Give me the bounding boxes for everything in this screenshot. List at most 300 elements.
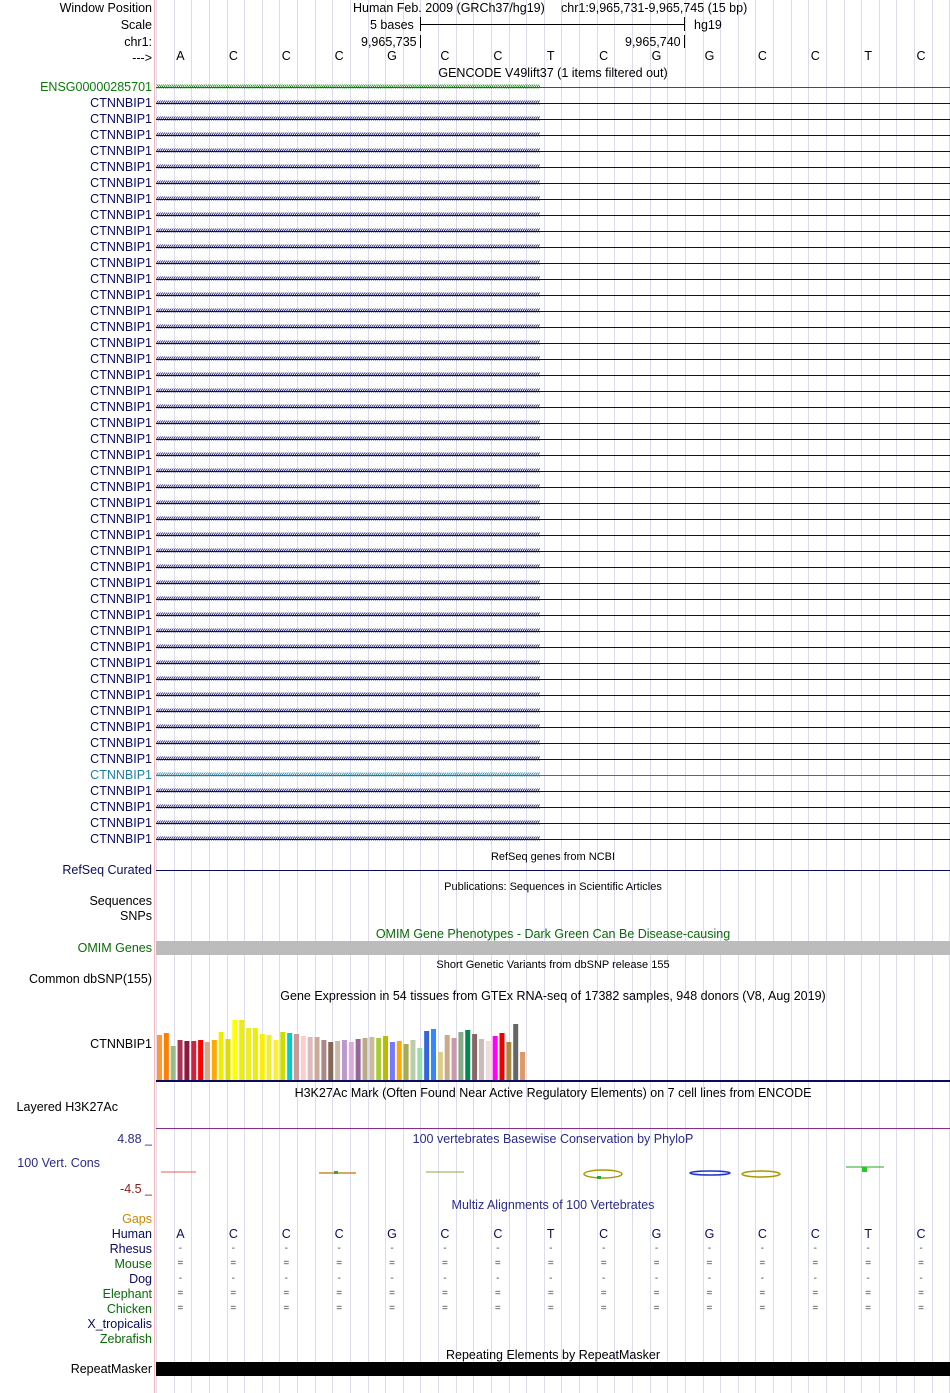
gtex-tissue-bar[interactable] <box>500 1033 505 1080</box>
multiz-cell: = <box>442 1303 448 1314</box>
multiz-cell: - <box>390 1243 394 1254</box>
h3k27ac-label[interactable]: Layered H3K27Ac <box>16 1100 118 1114</box>
multiz-cell: C <box>281 1227 291 1241</box>
gencode-item-label[interactable]: CTNNBIP1 <box>90 832 152 846</box>
phylop-mark-6 <box>742 1171 780 1177</box>
gencode-item-label[interactable]: CTNNBIP1 <box>90 592 152 606</box>
multiz-cell: = <box>865 1258 872 1269</box>
gtex-tissue-bar[interactable] <box>308 1037 313 1080</box>
gencode-item-track[interactable] <box>156 608 950 622</box>
gtex-tissue-bar[interactable] <box>171 1046 176 1080</box>
gencode-track-title[interactable]: GENCODE V49lift37 (1 items filtered out) <box>438 66 668 80</box>
gencode-item-track[interactable] <box>156 288 950 302</box>
multiz-species-label[interactable]: Dog <box>129 1272 152 1286</box>
gtex-tissue-bar[interactable] <box>493 1036 498 1080</box>
multiz-species-label[interactable]: Mouse <box>114 1257 152 1271</box>
multiz-cell: = <box>653 1258 660 1269</box>
gtex-tissue-bar[interactable] <box>178 1040 183 1080</box>
multiz-cell: = <box>759 1288 766 1299</box>
gencode-item-label[interactable]: CTNNBIP1 <box>90 816 152 830</box>
multiz-species-label[interactable]: X_tropicalis <box>87 1317 152 1331</box>
multiz-cell: G <box>651 1227 662 1241</box>
gencode-item-track[interactable] <box>156 176 950 190</box>
strand-label: ---> <box>132 51 152 65</box>
gencode-item-track[interactable] <box>156 640 950 654</box>
gtex-tissue-bar[interactable] <box>479 1039 484 1080</box>
gencode-item-track[interactable] <box>156 512 950 526</box>
multiz-cell: - <box>654 1273 659 1284</box>
phylop-mark-4b <box>597 1176 601 1179</box>
base-letter: C <box>916 49 926 63</box>
phylop-max-label: 4.88 _ <box>117 1132 152 1146</box>
multiz-cell: - <box>866 1243 870 1254</box>
gencode-item-label[interactable]: CTNNBIP1 <box>90 208 152 222</box>
multiz-cell: - <box>866 1273 870 1284</box>
gencode-item-label[interactable]: CTNNBIP1 <box>90 144 152 158</box>
gencode-item-track[interactable] <box>156 160 950 174</box>
gencode-item-track[interactable] <box>156 448 950 462</box>
multiz-cell: - <box>813 1243 817 1254</box>
multiz-cell: = <box>442 1258 448 1269</box>
base-letter: C <box>599 49 609 63</box>
refseq-line[interactable] <box>156 870 950 871</box>
gencode-item-label[interactable]: CTNNBIP1 <box>90 624 152 638</box>
gtex-tissue-bar[interactable] <box>219 1032 224 1080</box>
base-letter: C <box>281 49 291 63</box>
base-letter: G <box>387 49 397 63</box>
multiz-cell: - <box>178 1243 183 1254</box>
gtex-tissue-bar[interactable] <box>191 1041 196 1080</box>
repeatmasker-label[interactable]: RepeatMasker <box>70 1362 152 1376</box>
gtex-label[interactable]: CTNNBIP1 <box>90 1037 152 1051</box>
multiz-cell: = <box>177 1288 184 1299</box>
gencode-item-label[interactable]: CTNNBIP1 <box>90 128 152 142</box>
base-letter: A <box>176 49 185 63</box>
gtex-tissue-bar[interactable] <box>452 1038 457 1080</box>
multiz-cell: = <box>494 1303 501 1314</box>
multiz-cell: - <box>231 1273 236 1284</box>
gtex-tissue-bar[interactable] <box>438 1052 443 1080</box>
scale-text: 5 bases <box>370 18 414 32</box>
multiz-cell: = <box>283 1288 290 1299</box>
gencode-item-track[interactable] <box>156 560 950 574</box>
scale-bar-right-tick <box>684 17 685 31</box>
base-letter: G <box>704 49 715 63</box>
multiz-cell: = <box>494 1258 501 1269</box>
gencode-item-label[interactable]: CTNNBIP1 <box>90 544 152 558</box>
scale-bar-left-tick <box>420 17 421 31</box>
phylop-track-title[interactable]: 100 vertebrates Basewise Conservation by PhyloP <box>412 1132 694 1146</box>
gencode-item-track[interactable] <box>156 208 950 222</box>
gencode-item-label[interactable]: ENSG00000285701 <box>40 80 152 94</box>
gencode-item-label[interactable]: CTNNBIP1 <box>90 768 152 782</box>
multiz-cell: G <box>704 1227 715 1241</box>
gtex-tissue-bar[interactable] <box>383 1036 388 1080</box>
multiz-cell: = <box>389 1303 395 1314</box>
gencode-item-track[interactable] <box>156 432 950 446</box>
gencode-item-label[interactable]: CTNNBIP1 <box>90 784 152 798</box>
gencode-item-track[interactable] <box>156 720 950 734</box>
gencode-item-track[interactable] <box>156 832 950 846</box>
gencode-item-track[interactable] <box>156 384 950 398</box>
publications-track-title[interactable]: Publications: Sequences in Scientific Articles <box>444 881 662 893</box>
gencode-item-label[interactable]: CTNNBIP1 <box>90 608 152 622</box>
multiz-cell: = <box>812 1303 819 1314</box>
gtex-tissue-bar[interactable] <box>205 1042 210 1080</box>
multiz-cell: = <box>865 1303 872 1314</box>
gtex-tissue-bar[interactable] <box>328 1042 333 1080</box>
window-position-label: Window Position <box>59 1 152 15</box>
gencode-item-label[interactable]: CTNNBIP1 <box>90 320 152 334</box>
multiz-cell: = <box>336 1303 343 1314</box>
gencode-item-track[interactable] <box>156 816 950 830</box>
gtex-bar-chart[interactable] <box>156 1000 950 1084</box>
multiz-cell: - <box>707 1273 712 1284</box>
multiz-cell: = <box>653 1303 660 1314</box>
multiz-cell: = <box>494 1288 501 1299</box>
gencode-item-label[interactable]: CTNNBIP1 <box>90 720 152 734</box>
gtex-tissue-bar[interactable] <box>301 1036 306 1080</box>
multiz-species-label[interactable]: Elephant <box>102 1287 152 1301</box>
gtex-tissue-bar[interactable] <box>253 1028 258 1080</box>
scale-bar <box>420 24 684 25</box>
gencode-item-track[interactable] <box>156 304 950 318</box>
gtex-tissue-bar[interactable] <box>390 1042 395 1080</box>
phylop-label[interactable]: 100 Vert. Cons <box>17 1156 100 1170</box>
gencode-item-track[interactable] <box>156 624 950 638</box>
assembly-text: Human Feb. 2009 (GRCh37/hg19) <box>353 1 545 15</box>
phylop-min-label: -4.5 _ <box>120 1182 152 1196</box>
multiz-cell: - <box>337 1243 341 1254</box>
multiz-cell: = <box>706 1303 713 1314</box>
gencode-item-track[interactable] <box>156 368 950 382</box>
refseq-track-title[interactable]: RefSeq genes from NCBI <box>490 851 616 863</box>
gencode-item-label[interactable]: CTNNBIP1 <box>90 336 152 350</box>
dbsnp-track-title[interactable]: Short Genetic Variants from dbSNP release 155 <box>436 959 670 971</box>
gtex-tissue-bar[interactable] <box>294 1034 299 1080</box>
gtex-tissue-bar[interactable] <box>513 1024 518 1080</box>
multiz-cell: T <box>864 1227 872 1241</box>
multiz-cell: = <box>177 1258 184 1269</box>
gencode-item-label[interactable]: CTNNBIP1 <box>90 688 152 702</box>
gencode-item-track[interactable] <box>156 272 950 286</box>
multiz-cell: - <box>496 1273 500 1284</box>
multiz-cell: - <box>443 1273 447 1284</box>
multiz-cell: - <box>284 1273 288 1284</box>
multiz-cell: = <box>918 1303 924 1314</box>
gencode-item-track[interactable] <box>156 256 950 270</box>
gencode-item-label[interactable]: CTNNBIP1 <box>90 288 152 302</box>
gencode-item-track[interactable] <box>156 144 950 158</box>
gtex-tissue-bar[interactable] <box>287 1033 292 1080</box>
base-letter: C <box>334 49 344 63</box>
gencode-item-label[interactable]: CTNNBIP1 <box>90 112 152 126</box>
gencode-item-track[interactable] <box>156 496 950 510</box>
multiz-cell: C <box>334 1227 344 1241</box>
multiz-cell: = <box>442 1288 448 1299</box>
gencode-item-label[interactable]: CTNNBIP1 <box>90 752 152 766</box>
multiz-cell: - <box>601 1273 606 1284</box>
gtex-tissue-bar[interactable] <box>431 1029 436 1080</box>
coord-right-tick <box>684 35 685 48</box>
gencode-item-track[interactable] <box>156 592 950 606</box>
gencode-item-label[interactable]: CTNNBIP1 <box>90 400 152 414</box>
base-letter: C <box>493 49 503 63</box>
omim-bar[interactable] <box>156 941 950 955</box>
multiz-cell: = <box>547 1258 554 1269</box>
gtex-tissue-bar[interactable] <box>198 1040 203 1080</box>
gtex-tissue-bar[interactable] <box>260 1034 265 1080</box>
omim-track-title[interactable]: OMIM Gene Phenotypes - Dark Green Can Be Disease-causing <box>375 927 731 941</box>
gtex-tissue-bar[interactable] <box>424 1031 429 1080</box>
repeatmasker-track-title[interactable]: Repeating Elements by RepeatMasker <box>445 1348 660 1362</box>
gtex-tissue-bar[interactable] <box>397 1041 402 1080</box>
gencode-item-track[interactable] <box>156 784 950 798</box>
multiz-track-title[interactable]: Multiz Alignments of 100 Vertebrates <box>451 1198 655 1212</box>
multiz-cell: = <box>706 1288 713 1299</box>
multiz-cell: - <box>284 1243 288 1254</box>
gtex-tissue-bar[interactable] <box>486 1041 491 1080</box>
multiz-cell: = <box>759 1303 766 1314</box>
multiz-cell: = <box>759 1258 766 1269</box>
multiz-cell: = <box>600 1288 607 1299</box>
snps-label[interactable]: SNPs <box>120 909 152 923</box>
gencode-item-track[interactable] <box>156 320 950 334</box>
gencode-item-track[interactable] <box>156 704 950 718</box>
gtex-tissue-bar[interactable] <box>315 1037 320 1080</box>
base-letter: G <box>651 49 662 63</box>
gencode-item-track[interactable] <box>156 736 950 750</box>
gencode-item-label[interactable]: CTNNBIP1 <box>90 368 152 382</box>
multiz-cell: = <box>600 1258 607 1269</box>
gtex-tissue-bar[interactable] <box>335 1041 340 1080</box>
multiz-cell: = <box>230 1303 237 1314</box>
multiz-cell: = <box>283 1303 290 1314</box>
gtex-tissue-bar[interactable] <box>363 1038 368 1080</box>
gencode-item-label[interactable]: CTNNBIP1 <box>90 256 152 270</box>
label-divider <box>154 0 155 1393</box>
gtex-tissue-bar[interactable] <box>226 1039 231 1080</box>
gtex-tissue-bar[interactable] <box>349 1042 354 1080</box>
gencode-item-track[interactable] <box>156 688 950 702</box>
gtex-tissue-bar[interactable] <box>369 1037 374 1080</box>
db-text: hg19 <box>694 18 722 32</box>
multiz-species-label[interactable]: Human <box>111 1227 152 1241</box>
gencode-item-track[interactable] <box>156 400 950 414</box>
coord-left-tick <box>420 35 421 48</box>
dbsnp-label[interactable]: Common dbSNP(155) <box>29 972 152 986</box>
multiz-cell: - <box>654 1243 659 1254</box>
gencode-item-track[interactable] <box>156 752 950 766</box>
gtex-tissue-bar[interactable] <box>417 1048 422 1080</box>
gtex-tissue-bar[interactable] <box>472 1034 477 1080</box>
gencode-item-track[interactable] <box>156 352 950 366</box>
multiz-cell: C <box>228 1227 238 1241</box>
gtex-track-title[interactable]: Gene Expression in 54 tissues from GTEx RNA-seq of 17382 samples, 948 donors (V8, Aug 2019) <box>280 989 826 1003</box>
gtex-tissue-bar[interactable] <box>246 1028 251 1080</box>
multiz-cell: - <box>707 1243 712 1254</box>
gencode-item-label[interactable]: CTNNBIP1 <box>90 576 152 590</box>
gencode-item-track[interactable] <box>156 224 950 238</box>
gencode-item-label[interactable]: CTNNBIP1 <box>90 512 152 526</box>
gtex-tissue-bar[interactable] <box>506 1042 511 1080</box>
multiz-cell: = <box>918 1288 924 1299</box>
gencode-item-track[interactable] <box>156 96 950 110</box>
base-letter: T <box>864 49 872 63</box>
gencode-item-track[interactable] <box>156 480 950 494</box>
multiz-cell: C <box>440 1227 450 1241</box>
gencode-item-label[interactable]: CTNNBIP1 <box>90 704 152 718</box>
gencode-item-label[interactable]: CTNNBIP1 <box>90 736 152 750</box>
gtex-tissue-bar[interactable] <box>445 1035 450 1080</box>
gtex-tissue-bar[interactable] <box>280 1032 285 1080</box>
multiz-cell: - <box>919 1273 923 1284</box>
gencode-item-track[interactable] <box>156 544 950 558</box>
gencode-item-label[interactable]: CTNNBIP1 <box>90 176 152 190</box>
gencode-item-label[interactable]: CTNNBIP1 <box>90 496 152 510</box>
coord-right: 9,965,740 <box>625 35 681 49</box>
repeatmasker-bar[interactable] <box>156 1362 950 1376</box>
gencode-item-track[interactable] <box>156 464 950 478</box>
multiz-cell: = <box>230 1288 237 1299</box>
gencode-item-track[interactable] <box>156 192 950 206</box>
phylop-signal[interactable] <box>156 1160 950 1186</box>
multiz-cell: - <box>549 1273 553 1284</box>
phylop-mark-4 <box>584 1170 622 1178</box>
gtex-tissue-bar[interactable] <box>212 1040 217 1080</box>
gencode-item-track[interactable] <box>156 112 950 126</box>
gtex-tissue-bar[interactable] <box>520 1052 525 1080</box>
multiz-cell: - <box>231 1243 236 1254</box>
gencode-item-track[interactable] <box>156 240 950 254</box>
phylop-mark-2b <box>334 1171 338 1174</box>
gencode-item-label[interactable]: CTNNBIP1 <box>90 432 152 446</box>
gtex-tissue-bar[interactable] <box>410 1040 415 1080</box>
gencode-item-track[interactable] <box>156 80 950 94</box>
gencode-item-label[interactable]: CTNNBIP1 <box>90 672 152 686</box>
gencode-item-label[interactable]: CTNNBIP1 <box>90 560 152 574</box>
base-letter: C <box>757 49 767 63</box>
multiz-cell: = <box>600 1303 607 1314</box>
multiz-cell: = <box>653 1288 660 1299</box>
multiz-species-label[interactable]: Chicken <box>106 1302 152 1316</box>
gencode-item-track[interactable] <box>156 128 950 142</box>
gtex-tissue-bar[interactable] <box>404 1044 409 1080</box>
gencode-item-label[interactable]: CTNNBIP1 <box>90 272 152 286</box>
multiz-cell: C <box>916 1227 926 1241</box>
gtex-tissue-bar[interactable] <box>342 1040 347 1080</box>
omim-label[interactable]: OMIM Genes <box>77 941 152 955</box>
multiz-cell: = <box>336 1258 343 1269</box>
gaps-label[interactable]: Gaps <box>122 1212 152 1226</box>
base-letter: C <box>440 49 450 63</box>
multiz-cell: - <box>813 1273 817 1284</box>
multiz-cell: = <box>547 1303 554 1314</box>
gencode-item-track[interactable] <box>156 800 950 814</box>
gencode-item-label[interactable]: CTNNBIP1 <box>90 448 152 462</box>
gencode-item-label[interactable]: CTNNBIP1 <box>90 304 152 318</box>
gencode-item-label[interactable]: CTNNBIP1 <box>90 352 152 366</box>
gtex-tissue-bar[interactable] <box>232 1020 237 1080</box>
gencode-item-label[interactable]: CTNNBIP1 <box>90 160 152 174</box>
gtex-tissue-bar[interactable] <box>157 1035 162 1080</box>
gencode-item-label[interactable]: CTNNBIP1 <box>90 480 152 494</box>
gtex-tissue-bar[interactable] <box>273 1040 278 1080</box>
gencode-item-label[interactable]: CTNNBIP1 <box>90 464 152 478</box>
gencode-item-track[interactable] <box>156 672 950 686</box>
multiz-cell: T <box>546 1227 555 1241</box>
multiz-cell: = <box>283 1258 290 1269</box>
multiz-cell: - <box>337 1273 341 1284</box>
gencode-item-track[interactable] <box>156 768 950 782</box>
position-text: chr1:9,965,731-9,965,745 (15 bp) <box>561 1 748 15</box>
sequences-label[interactable]: Sequences <box>89 894 152 908</box>
multiz-cell: - <box>443 1243 447 1254</box>
gencode-item-label[interactable]: CTNNBIP1 <box>90 800 152 814</box>
multiz-cell: = <box>812 1288 819 1299</box>
gtex-tissue-bar[interactable] <box>184 1041 189 1080</box>
multiz-cell: - <box>496 1243 500 1254</box>
gencode-item-label[interactable]: CTNNBIP1 <box>90 640 152 654</box>
gencode-item-label[interactable]: CTNNBIP1 <box>90 416 152 430</box>
gencode-item-track[interactable] <box>156 416 950 430</box>
h3k27ac-line <box>156 1128 950 1129</box>
base-letter: T <box>546 49 555 63</box>
multiz-cell: C <box>493 1227 503 1241</box>
multiz-cell: = <box>547 1288 554 1299</box>
multiz-cell: - <box>919 1243 923 1254</box>
base-letter: C <box>228 49 238 63</box>
gtex-tissue-bar[interactable] <box>356 1039 361 1080</box>
phylop-mark-7b <box>862 1167 867 1172</box>
multiz-cell: G <box>387 1227 397 1241</box>
gencode-item-track[interactable] <box>156 528 950 542</box>
h3k27ac-track-title[interactable]: H3K27Ac Mark (Often Found Near Active Regulatory Elements) on 7 cell lines from ENCODE <box>294 1086 812 1100</box>
gtex-tissue-bar[interactable] <box>465 1030 470 1080</box>
multiz-cell: = <box>230 1258 237 1269</box>
multiz-cell: - <box>390 1273 394 1284</box>
gencode-item-label[interactable]: CTNNBIP1 <box>90 224 152 238</box>
base-letter: C <box>810 49 820 63</box>
gencode-item-label[interactable]: CTNNBIP1 <box>90 528 152 542</box>
gencode-item-track[interactable] <box>156 576 950 590</box>
gencode-item-track[interactable] <box>156 656 950 670</box>
multiz-cell: = <box>336 1288 343 1299</box>
refseq-label[interactable]: RefSeq Curated <box>62 863 152 877</box>
gtex-tissue-bar[interactable] <box>376 1038 381 1080</box>
gencode-item-label[interactable]: CTNNBIP1 <box>90 384 152 398</box>
chrom-label: chr1: <box>124 35 152 49</box>
scale-label: Scale <box>120 18 152 32</box>
gencode-item-label[interactable]: CTNNBIP1 <box>90 192 152 206</box>
gencode-item-label[interactable]: CTNNBIP1 <box>90 240 152 254</box>
gencode-item-label[interactable]: CTNNBIP1 <box>90 656 152 670</box>
multiz-species-label[interactable]: Zebrafish <box>99 1332 152 1346</box>
multiz-cell: C <box>757 1227 767 1241</box>
multiz-cell: = <box>389 1258 395 1269</box>
gtex-tissue-bar[interactable] <box>321 1040 326 1080</box>
gencode-item-label[interactable]: CTNNBIP1 <box>90 96 152 110</box>
phylop-mark-5 <box>690 1171 730 1175</box>
gtex-tissue-bar[interactable] <box>458 1032 463 1080</box>
gtex-tissue-bar[interactable] <box>164 1033 169 1080</box>
multiz-cell: = <box>706 1258 713 1269</box>
gencode-item-track[interactable] <box>156 336 950 350</box>
multiz-cell: A <box>176 1227 185 1241</box>
multiz-species-label[interactable]: Rhesus <box>109 1242 152 1256</box>
gtex-tissue-bar[interactable] <box>267 1035 272 1080</box>
gtex-tissue-bar[interactable] <box>239 1020 244 1080</box>
